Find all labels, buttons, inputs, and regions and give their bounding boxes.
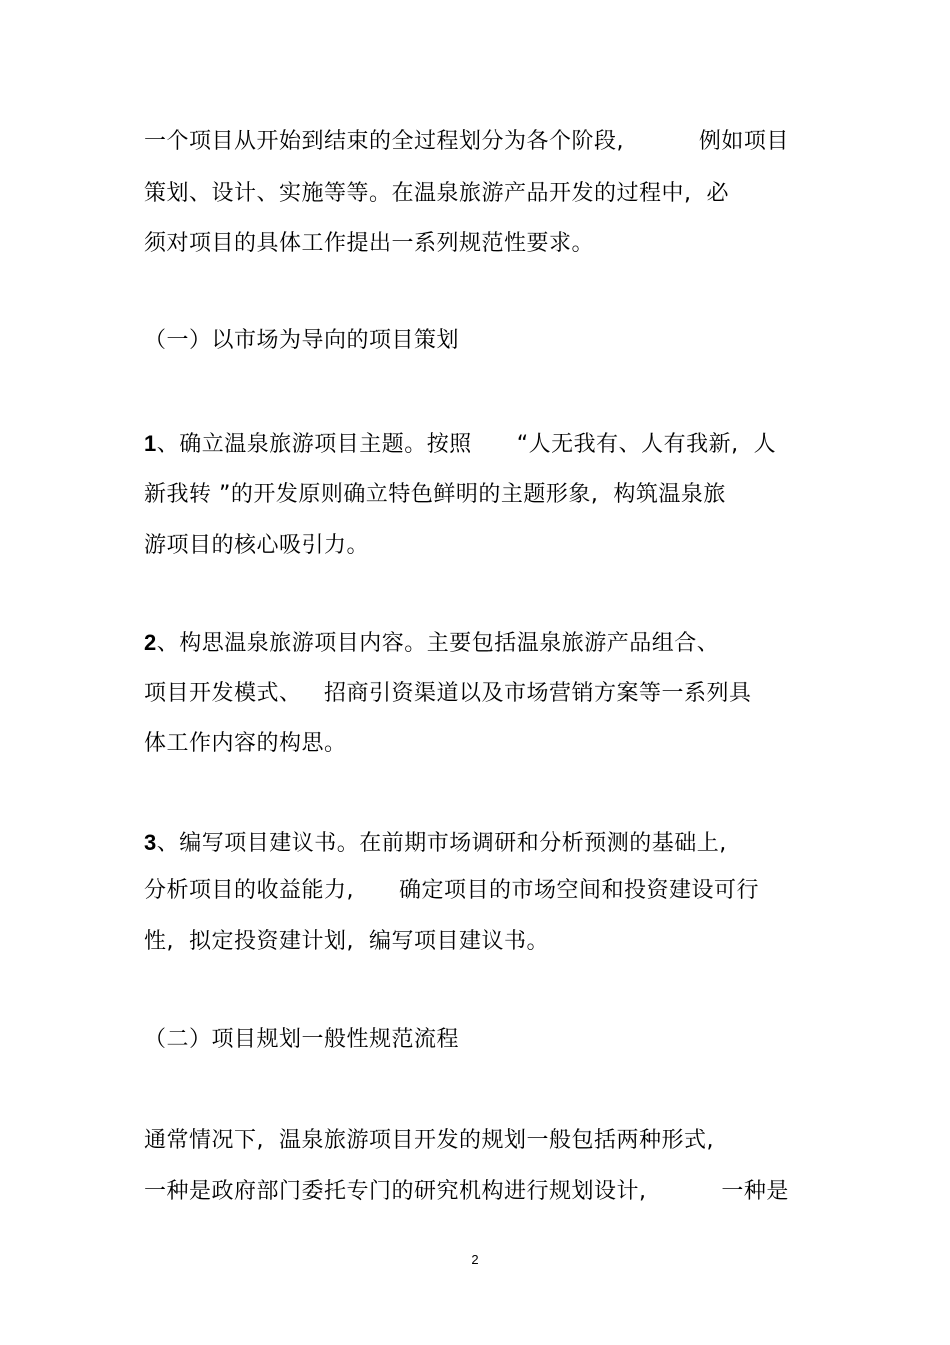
list-item-number: 3 [144,830,157,855]
list-item-text: 、确立温泉旅游项目主题。按照 “人无我有、人有我新, 人 [156,432,777,457]
list-item-line [144,828,727,859]
paragraph-line: 须对项目的具体工作提出一系列规范性要求。 [144,231,595,256]
list-item-line: 项目开发模式、 招商引资渠道以及市场营销方案等一系列具 [144,681,752,706]
list-item-number: 1 [144,431,157,456]
paragraph-line: 一个项目从开始到结束的全过程划分为各个阶段, 例如项目 [144,129,789,154]
list-item-line: 分析项目的收益能力, 确定项目的市场空间和投资建设可行 [144,878,759,903]
list-item-line: 游项目的核心吸引力。 [144,533,370,558]
paragraph-line: 一种是政府部门委托专门的研究机构进行规划设计, 一种是 [144,1179,789,1204]
paragraph-line: 策划、设计、实施等等。在温泉旅游产品开发的过程中, 必 [144,181,729,206]
list-item-line: 性, 拟定投资建计划, 编写项目建议书。 [144,929,549,954]
list-item-line [144,429,776,460]
list-item-line [144,628,719,659]
list-item-line: 新我转 ”的开发原则确立特色鲜明的主题形象, 构筑温泉旅 [144,482,726,507]
list-item-text: 、构思温泉旅游项目内容。主要包括温泉旅游产品组合、 [156,631,720,656]
page-number: 2 [471,1252,479,1267]
list-item-text: 、编写项目建议书。在前期市场调研和分析预测的基础上, [156,831,727,856]
section-heading: （二）项目规划一般性规范流程 [144,1027,460,1052]
section-heading: （一）以市场为导向的项目策划 [144,328,460,353]
paragraph-line: 通常情况下, 温泉旅游项目开发的规划一般包括两种形式, [144,1128,714,1153]
list-item-number: 2 [144,630,157,655]
list-item-line: 体工作内容的构思。 [144,731,347,756]
